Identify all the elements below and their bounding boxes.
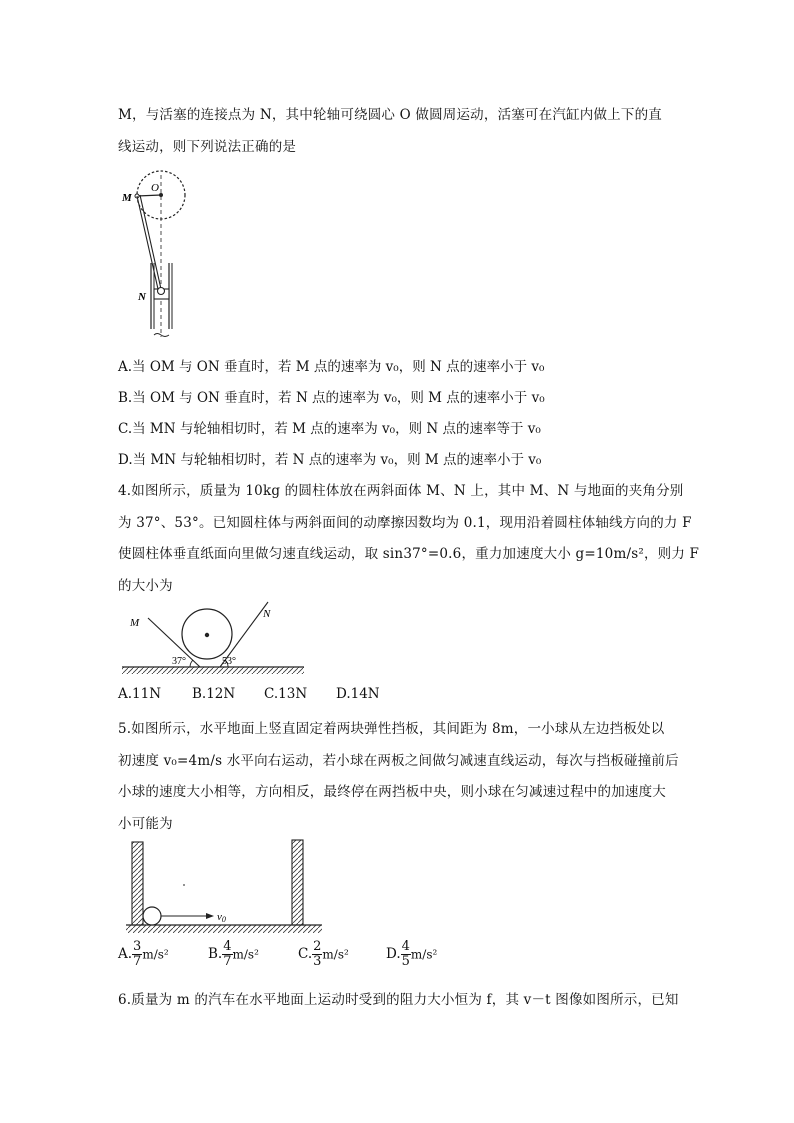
numerator: 4 (223, 939, 232, 954)
q4-option-d: D.14N (336, 686, 380, 702)
q4-stem-line-3: 使圆柱体垂直纸面向里做匀速直线运动，取 sin37°=0.6，重力加速度大小 g=10m/s²，则力 F (118, 546, 700, 562)
cylinder-center (205, 633, 209, 637)
fraction (401, 940, 411, 969)
right-baffle (292, 840, 303, 925)
q4-option-a: A.11N (118, 686, 162, 702)
q3-stem-line-1: M，与活塞的连接点为 N，其中轮轴可绕圆心 O 做圆周运动，活塞可在汽缸内做上下的直 (118, 107, 662, 123)
label-o: O (151, 182, 159, 194)
q5-baffles-figure (118, 838, 328, 938)
break-mark (154, 334, 169, 337)
numerator: 2 (313, 939, 322, 954)
label-n: N (138, 291, 146, 303)
q4-option-c: C.13N (264, 686, 308, 702)
q3-option-a: A.当 OM 与 ON 垂直时，若 M 点的速率为 v₀，则 N 点的速率小于 v₀ (118, 359, 545, 375)
q3-crank-piston-figure (118, 165, 198, 343)
option-letter: D. (386, 946, 401, 962)
q5-option-d (386, 940, 437, 969)
unit: m/s² (142, 947, 169, 962)
option-letter: C. (298, 946, 313, 962)
q3-stem-line-2: 线运动，则下列说法正确的是 (118, 139, 297, 155)
q4-stem-line-4: 的大小为 (118, 578, 173, 594)
ground-hatch (126, 925, 322, 933)
unit: m/s² (232, 947, 259, 962)
q5-stem-line-4: 小可能为 (118, 816, 173, 832)
q4-option-b: B.12N (192, 686, 236, 702)
fraction (132, 940, 142, 969)
denominator: 3 (313, 954, 322, 969)
ball (143, 907, 161, 925)
angle-arc-left (190, 660, 193, 667)
q3-option-b: B.当 OM 与 ON 垂直时，若 N 点的速率为 v₀，则 M 点的速率小于 v₀ (118, 390, 545, 406)
label-v0: v0 (217, 911, 226, 924)
label-n: N (263, 608, 271, 620)
rod-mn-a (137, 196, 158, 289)
label-m: M (130, 617, 140, 629)
q4-cylinder-figure (118, 598, 308, 678)
velocity-arrowhead (206, 913, 214, 919)
denominator: 7 (133, 954, 142, 969)
fraction (312, 940, 322, 969)
denominator: 5 (401, 954, 410, 969)
option-letter: B. (208, 946, 223, 962)
label-angle-53: 53° (222, 656, 236, 667)
numerator: 3 (133, 939, 142, 954)
denominator: 7 (223, 954, 232, 969)
q5-option-b (208, 940, 259, 969)
q3-option-d: D.当 MN 与轮轴相切时，若 N 点的速率为 v₀，则 M 点的速率小于 v₀ (118, 452, 542, 468)
left-baffle (132, 842, 143, 925)
fraction (222, 940, 232, 969)
q5-option-a (118, 940, 169, 969)
q5-stem-line-3: 小球的速度大小相等，方向相反，最终停在两挡板中央，则小球在匀减速过程中的加速度大 (118, 784, 666, 800)
dot-mark (183, 884, 185, 886)
label-angle-37: 37° (172, 656, 186, 667)
ground-hatch (122, 667, 304, 674)
q5-option-c (298, 940, 349, 969)
q4-stem-line-1: 4.如图所示，质量为 10kg 的圆柱体放在两斜面体 M、N 上，其中 M、N 与地面的夹角分别 (118, 483, 684, 499)
q4-stem-line-2: 为 37°、53°。已知圆柱体与两斜面间的动摩擦因数均为 0.1，现用沿着圆柱体轴线方向的力 F (118, 515, 692, 531)
point-n (158, 288, 165, 295)
unit: m/s² (410, 947, 438, 962)
unit: m/s² (322, 947, 349, 962)
numerator: 4 (401, 939, 410, 954)
q6-stem-line-1: 6.质量为 m 的汽车在水平地面上运动时受到的阻力大小恒为 f，其 v－t 图像如图所示，已知 (118, 992, 679, 1008)
label-m: M (122, 192, 132, 204)
q5-stem-line-2: 初速度 v₀=4m/s 水平向右运动，若小球在两板之间做匀减速直线运动，每次与挡板碰撞前后 (118, 753, 679, 769)
q5-stem-line-1: 5.如图所示，水平地面上竖直固定着两块弹性挡板，其间距为 8m，一小球从左边挡板处以 (118, 721, 665, 737)
option-letter: A. (118, 946, 133, 962)
q3-option-c: C.当 MN 与轮轴相切时，若 M 点的速率为 v₀，则 N 点的速率等于 v₀ (118, 421, 541, 437)
